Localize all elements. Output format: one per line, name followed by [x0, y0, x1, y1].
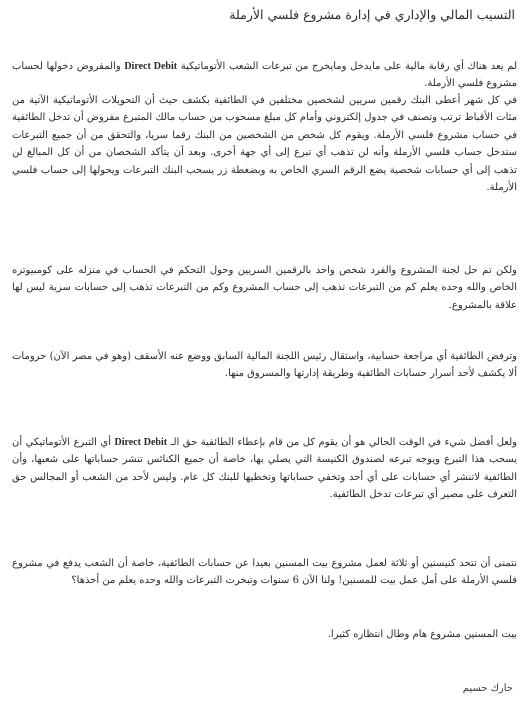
direct-debit-term: Direct Debit	[114, 437, 168, 448]
paragraph-4: وترفض الطائفية أي مراجعة حسابية، واستقال رئيس اللجنة المالية السابق ووضع عنه الأسقف (وهو في مصر الآن) حرومات ألا يكشف لأحد أسرار حسابات الطائفية وطريقة إدارتها والمسروق منها.	[12, 351, 517, 380]
signature: حارك حسيم	[462, 683, 513, 694]
document-title: التسيب المالي والإداري في إدارة مشروع فلسي الأرملة	[229, 7, 515, 22]
paragraph-5	[12, 434, 517, 504]
paragraph-6: نتمنى أن تتحد كنيستين أو ثلاثة لعمل مشروع بيت المسنين بعيدا عن حسابات الطائفية، خاصة أن الشعب يدفع في مشروع فلسي الأرملة على أمل عمل بيت للمسنين! ولنا الآن 6 سنوات وتبخرت التبرعات والله وحده يعلم من أخذها؟	[12, 558, 517, 587]
paragraph-3: ولكن تم حل لجنة المشروع والفرد شخص واحد بالرقمين السريين وحول التحكم في الحساب في منزله على كومبيوتره الخاص والله وحده يعلم كم من التبرعات تذهب إلى حساب المشروع وكم من التبرعات تذهب إلى حسابات سرية ليس لها علاقة بالمشروع.	[12, 265, 517, 311]
paragraph-2: في كل شهر أعطى البنك رقمين سريين لشخصين مختلفين في الطائفية بكشف حيث أن التحويلات الأتوماتيكية الآتية من مئات الأقباط ترتب وتصنف في جدول إلكتروني وأمام كل مبلغ مسحوب من حساب مالك المتبرع مفروض أن تدخل الطائفية في حساب مشروع فلسي الأرملة. ويقوم كل شخص من الشخصين من البنك رقما سريا، والتحقق من أن جميع التبرعات ستدخل حساب فلسي الأرملة وأنه لن تذهب أي تبرع إلى أي جهة أخرى. وبعد أن يتأكد الشخصان من أن كل المبالغ لن تذهب إلى أي حسابات شخصية يضع الرقم السري الخاص به وبضغطة زر يسحب البنك التبرعات ويحولها إلى حساب فلسي الأرملة.	[12, 95, 517, 194]
paragraph-1	[12, 58, 517, 93]
paragraph-1-text-start: لم يعد هناك أي رقابة مالية على مايدخل ومايخرج من تبرعات الشعب الأتوماتيكية	[177, 61, 517, 72]
paragraph-5-text-start: ولعل أفضل شيء في الوقت الحالي هو أن يقوم كل من قام بإعطاء الطائفية حق الـ	[167, 437, 518, 448]
paragraph-5-text-end: أي التبرع الأتوماتيكي أن يسحب هذا التبرع ويوجه تبرعه لصندوق الكنيسة التي يصلي بها، خاصة أن جميع الكنائس تنشر حساباتها على شعبها، وأن الطائفية لاتنشر أي حسابات على أي أحد وتخفي حساباتها وتخطيها للبنك كل عام. وليس لأحد من الشعب أو المجالس حق التعرف على مصير أي تبرعات تدخل الطائفية.	[12, 437, 517, 501]
direct-debit-term: Direct Debit	[124, 61, 178, 72]
paragraph-1-text-end: والمفروض دخولها لحساب مشروع فلسي الأرملة.	[12, 61, 517, 90]
paragraph-7: بيت المسنين مشروع هام وطال انتظاره كثيرا.	[327, 629, 517, 640]
